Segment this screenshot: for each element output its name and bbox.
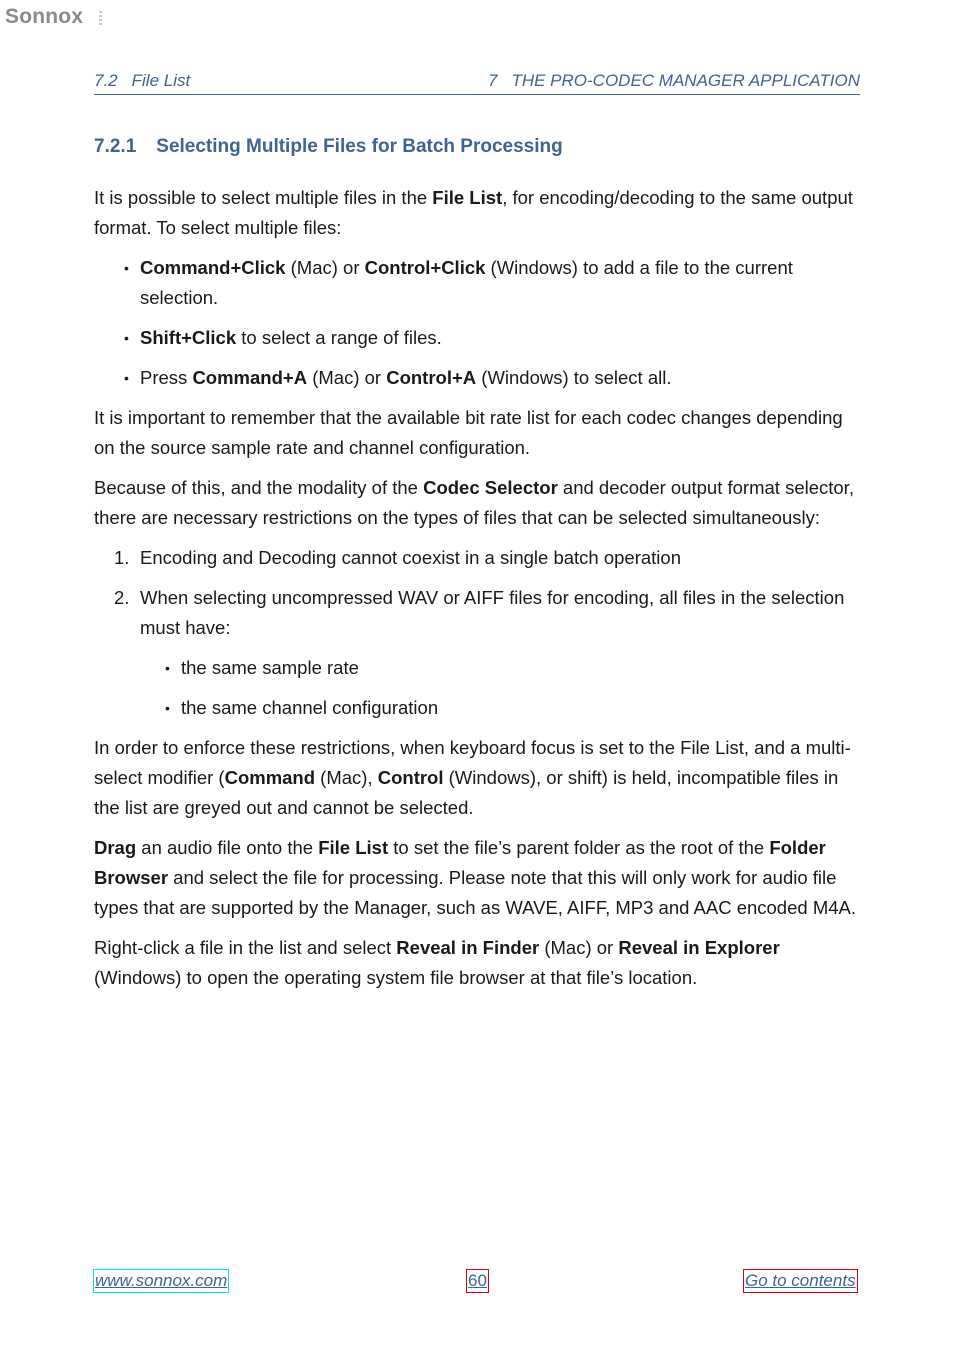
shortcut-list <box>94 253 864 393</box>
bold-term: Command+A <box>192 367 308 388</box>
sub-list-item: • the same sample rate <box>181 653 864 683</box>
paragraph-greyed-out <box>94 733 864 823</box>
text-run: (Windows) to add a file to the current selection. <box>140 257 793 308</box>
text-run: an audio file onto the <box>136 837 319 858</box>
contents-link-box <box>743 1269 858 1293</box>
bold-term: Reveal in Explorer <box>618 937 780 958</box>
list-item <box>114 583 864 723</box>
bold-term: Control+A <box>386 367 477 388</box>
bold-term: Control <box>377 767 444 788</box>
bold-term: Reveal in Finder <box>396 937 540 958</box>
text-run: When selecting uncompressed WAV or AIFF files for encoding, all files in the selection must have: <box>140 587 845 638</box>
bold-term: Folder Browser <box>94 837 826 888</box>
text-run: and select the file for processing. Please note that this will only work for audio file types that are supported by the Manager, such as WAVE, AIFF, MP3 and AAC encoded M4A. <box>94 867 856 918</box>
header-section-title: File List <box>131 71 191 90</box>
list-item <box>114 543 864 573</box>
text-run: , for encoding/decoding to the same output format. To select multiple files: <box>94 187 853 238</box>
list-marker: 1. <box>114 547 130 568</box>
text-run: It is possible to select multiple files in the <box>94 187 433 208</box>
text-run: (Mac) or <box>285 257 365 278</box>
text-run: (Windows), or shift) is held, incompatible files in the list are greyed out and cannot be selected. <box>94 767 839 818</box>
text-run: to select a range of files. <box>236 327 442 348</box>
page-number-box <box>466 1269 489 1293</box>
text-run: (Mac) or <box>539 937 619 958</box>
text-run: to set the file’s parent folder as the root of the <box>388 837 770 858</box>
bold-term: Codec Selector <box>423 477 558 498</box>
header-section-number: 7.2 <box>94 71 118 90</box>
text-run: (Windows) to select all. <box>476 367 672 388</box>
paragraph-drag <box>94 833 864 923</box>
list-item <box>140 253 864 313</box>
website-link-box <box>93 1269 229 1293</box>
header-section <box>94 71 190 91</box>
section-number: 7.2.1 <box>94 136 137 157</box>
text-run: Because of this, and the modality of the <box>94 477 424 498</box>
paragraph-reveal <box>94 933 864 993</box>
text-run: In order to enforce these restrictions, when keyboard focus is set to the File List, and a multi-select modifier ( <box>94 737 851 788</box>
list-marker: 2. <box>114 587 130 608</box>
section-heading <box>94 136 563 158</box>
body-content <box>94 183 864 1003</box>
website-link[interactable]: www.sonnox.com <box>95 1271 228 1290</box>
bold-term: Drag <box>94 837 137 858</box>
section-title: Selecting Multiple Files for Batch Processing <box>156 136 563 157</box>
paragraph-intro <box>94 183 864 243</box>
bold-term: Control+Click <box>364 257 486 278</box>
header-chapter-number: 7 <box>487 71 498 90</box>
text-run: (Mac), <box>315 767 378 788</box>
sonnox-logo: Sonnox <box>5 5 84 28</box>
header-chapter <box>488 71 860 91</box>
list-item <box>140 363 864 393</box>
logo-dots-decoration <box>99 11 102 27</box>
bold-term: File List <box>432 187 503 208</box>
text-run: (Mac) or <box>307 367 387 388</box>
paragraph-restrictions <box>94 473 864 533</box>
paragraph-bitrate: It is important to remember that the available bit rate list for each codec changes depending on the source sample rate and channel configuration. <box>94 407 843 458</box>
text-run: and decoder output format selector, there are necessary restrictions on the types of files that can be selected simultaneously: <box>94 477 854 528</box>
text-run: (Windows) to open the operating system file browser at that file’s location. <box>94 967 698 988</box>
running-header <box>94 71 860 95</box>
restrictions-list <box>94 543 864 723</box>
header-chapter-title: THE PRO-CODEC MANAGER APPLICATION <box>511 71 860 90</box>
text-run: Encoding and Decoding cannot coexist in a single batch operation <box>140 547 681 568</box>
bold-term: File List <box>318 837 389 858</box>
bold-term: Command+Click <box>140 257 286 278</box>
list-item <box>140 323 864 353</box>
text-run: Right-click a file in the list and select <box>94 937 397 958</box>
page-number-link[interactable]: 60 <box>468 1271 487 1290</box>
sub-list-item: • the same channel configuration <box>181 693 864 723</box>
bold-term: Shift+Click <box>140 327 237 348</box>
text-run: Press <box>140 367 193 388</box>
bold-term: Command <box>224 767 316 788</box>
sub-list <box>140 653 864 723</box>
go-to-contents-link[interactable]: Go to contents <box>745 1271 856 1290</box>
